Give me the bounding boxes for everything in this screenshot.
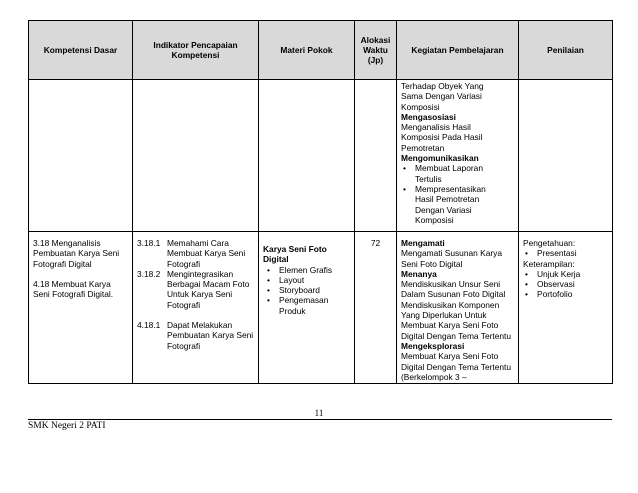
kegiatan-line: Komposisi Pada Hasil [401, 132, 483, 143]
kd-4-18: 4.18 Membuat Karya Seni Fotografi Digital. [33, 278, 114, 300]
penilaian-pengetahuan-list [523, 248, 608, 258]
header-alokasi-line2: Waktu [363, 44, 388, 55]
indikator-item [137, 238, 254, 269]
cell-kegiatan-continued [397, 80, 519, 232]
page-number: 11 [314, 408, 324, 418]
list-item: • Unjuk Kerja [535, 269, 608, 279]
cell-penilaian-empty [519, 80, 613, 232]
cell-kd-empty [29, 80, 133, 232]
cell-alokasi-empty [355, 80, 397, 232]
kegiatan-line: Menganalisis Hasil [401, 122, 471, 133]
cell-kegiatan-pembelajaran [397, 232, 519, 384]
table-row [29, 232, 613, 384]
list-item-line: Tertulis [415, 173, 442, 184]
indikator-text: Dapat Melakukan Pembuatan Karya Seni Fotografi [167, 320, 254, 351]
heading-mengeksplorasi: Mengeksplorasi [401, 340, 465, 351]
heading-mengomunikasikan: Mengomunikasikan [401, 153, 479, 164]
materi-title: Karya Seni Foto Digital [263, 244, 327, 265]
kd-3-18: 3.18 Menganalisis Pembuatan Karya Seni Fotografi Digital [33, 238, 120, 269]
kegiatan-line: Komposisi [401, 101, 440, 112]
kegiatan-text: Membuat Karya Seni Foto Digital Dengan Tema Tertentu (Berkelompok 3 – [401, 351, 512, 382]
list-item: • Presentasi [535, 248, 608, 258]
header-indikator: Indikator Pencapaian Kompetensi [133, 21, 259, 80]
list-item-line: Komposisi [415, 214, 454, 225]
indikator-text: Memahami Cara Membuat Karya Seni Fotografi [167, 238, 246, 269]
footer-divider [28, 419, 612, 420]
header-penilaian: Penilaian [519, 21, 613, 80]
list-item: • Storyboard [277, 285, 350, 295]
indikator-item [137, 269, 254, 310]
cell-penilaian [519, 232, 613, 384]
header-kegiatan-pembelajaran: Kegiatan Pembelajaran [397, 21, 519, 80]
table-header-row [29, 21, 613, 80]
list-item: • Pengemasan Produk [277, 295, 350, 316]
header-alokasi-waktu [355, 21, 397, 80]
header-materi-pokok: Materi Pokok [259, 21, 355, 80]
alokasi-value: 72 [370, 238, 381, 248]
penilaian-keterampilan-list [523, 269, 608, 300]
materi-list [263, 265, 350, 316]
cell-indikator-empty [133, 80, 259, 232]
heading-mengasosiasi: Mengasosiasi [401, 111, 456, 122]
heading-menanya: Menanya [401, 268, 437, 279]
list-item: • Portofolio [535, 289, 608, 299]
header-alokasi-line3: (Jp) [367, 55, 384, 66]
list-item: • Elemen Grafis [277, 265, 350, 275]
indikator-number: 3.18.2 [137, 268, 161, 279]
indikator-text: Mengintegrasikan Berbagai Macam Foto Untuk Karya Seni Fotografi [167, 268, 250, 310]
list-item-line: • Mempresentasikan [415, 183, 486, 194]
heading-mengamati: Mengamati [401, 238, 445, 248]
list-item-line: Dengan Variasi [415, 204, 472, 215]
kegiatan-line: Pemotretan [401, 142, 445, 153]
indikator-item [137, 320, 254, 351]
footer-school-name: SMK Negeri 2 PATI [28, 421, 106, 431]
table-row [29, 80, 613, 232]
curriculum-table [28, 20, 613, 384]
indikator-number: 3.18.1 [137, 238, 161, 248]
cell-materi-empty [259, 80, 355, 232]
kegiatan-text: Mendiskusikan Unsur Seni Dalam Susunan Foto Digital Mendiskusikan Komponen Yang Diperlukan Untuk Membuat Karya Seni Foto Digital Dengan Tema Tertentu [401, 279, 512, 341]
penilaian-keterampilan-label: Keterampilan: [523, 258, 575, 269]
header-alokasi-line1: Alokasi [360, 34, 391, 45]
list-item [413, 184, 514, 225]
list-item-line: Hasil Pemotretan [415, 194, 480, 205]
cell-materi-pokok [259, 232, 355, 384]
list-item: • Layout [277, 275, 350, 285]
list-item-line: • Membuat Laporan [415, 163, 483, 174]
cell-alokasi-waktu [355, 232, 397, 384]
kegiatan-line: Terhadap Obyek Yang [401, 81, 484, 91]
indikator-number: 4.18.1 [137, 320, 161, 331]
header-kompetensi-dasar: Kompetensi Dasar [29, 21, 133, 80]
kegiatan-text: Mengamati Susunan Karya Seni Foto Digital [401, 248, 503, 269]
list-item: • Observasi [535, 279, 608, 289]
komunikasi-list [401, 163, 514, 225]
cell-kompetensi-dasar [29, 232, 133, 384]
kegiatan-line: Sama Dengan Variasi [401, 91, 482, 102]
penilaian-pengetahuan-label: Pengetahuan: [523, 238, 576, 248]
list-item [413, 163, 514, 184]
cell-indikator [133, 232, 259, 384]
